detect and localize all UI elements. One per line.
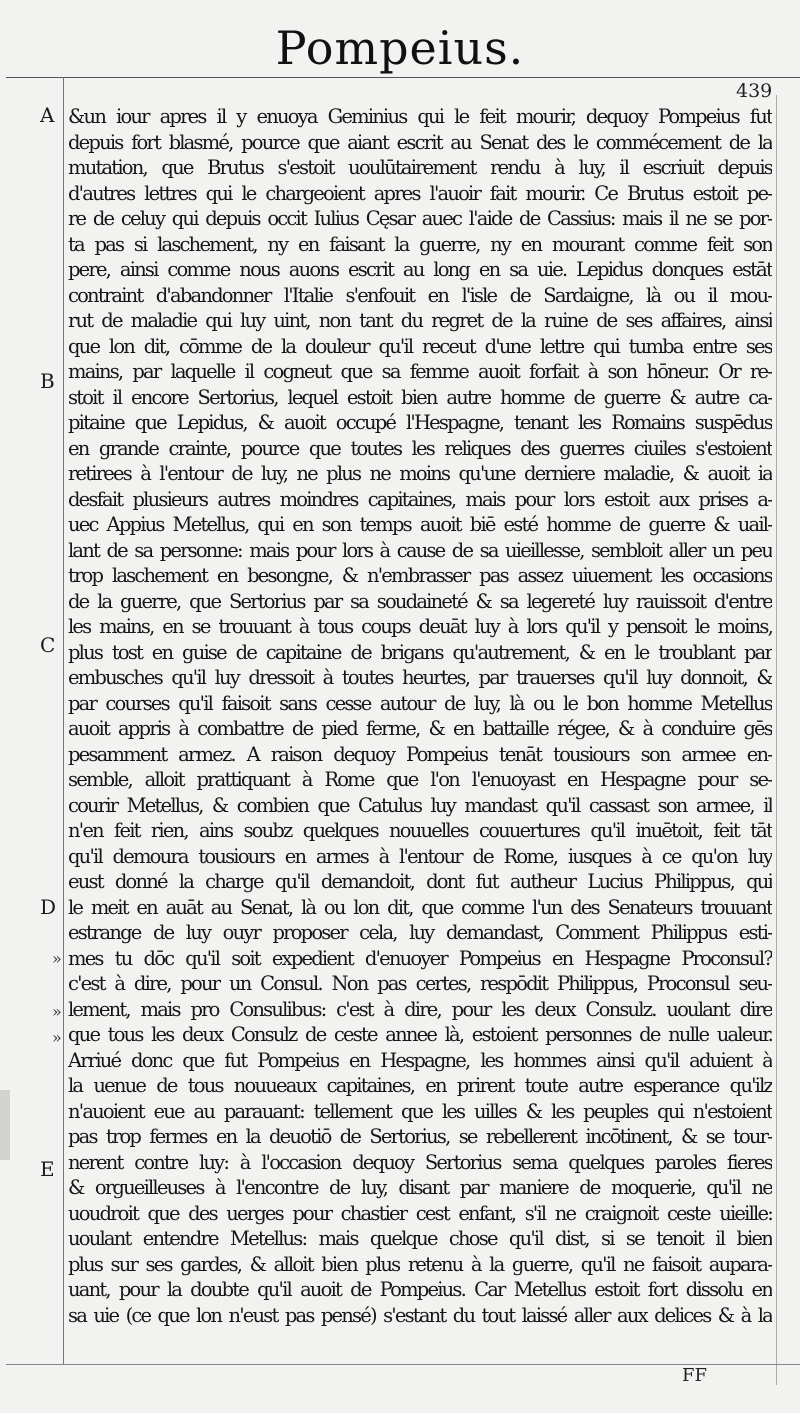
text-line: mutation, que Brutus s'estoit uoulūtairement rendu à luy, il escriuit depuis [68,156,772,179]
text-line: Arriué donc que fut Pompeius en Hespagne, les hommes ainsi qu'il aduient à [68,1048,772,1072]
margin-marker-b: B [40,369,55,393]
text-line: uant, pour la doubte qu'il auoit de Pompeius. Car Metellus estoit fort dissolu en [68,1278,772,1301]
text-line: semble, alloit prattiquant à Rome que l'on l'enuoyast en Hespagne pour se- [68,768,772,791]
text-line: ta pas si laschement, ny en faisant la guerre, ny en mourant comme feit son [68,232,772,256]
text-line: & orgueilleuses à l'encontre de luy, disant par maniere de moquerie, qu'il ne [68,1176,772,1199]
text-line: qu'il demoura tousiours en armes à l'entour de Rome, iusques à ce qu'on luy [68,844,772,868]
text-line: contraint d'abandonner l'Italie s'enfouit en l'isle de Sardaigne, là ou il mou- [68,283,772,307]
text-line: nerent contre luy: à l'occasion dequoy Sertorius sema quelques paroles fieres [68,1150,772,1174]
text-line: eust donné la charge qu'il demandoit, dont fut autheur Lucius Philippus, qui [68,870,772,893]
binding-shadow [0,1090,10,1160]
text-line: rut de maladie qui luy uint, non tant du regret de la ruine de ses affaires, ainsi [68,309,772,332]
text-line: mes tu dōc qu'il soit expedient d'enuoyer Pompeius en Hespagne Proconsul? [68,946,772,970]
text-line: le meit en auāt au Senat, là ou lon dit, que comme l'un des Senateurs trouuant [68,895,772,919]
text-line: plus sur ses gardes, & alloit bien plus retenu à la guerre, qu'il ne faisoit aupara- [68,1252,772,1276]
text-line: lement, mais pro Consulibus: c'est à dire, pour les deux Consulz. uoulant dire [68,997,772,1021]
text-line: courir Metellus, & combien que Catulus luy mandast qu'il cassast son armee, il [68,793,772,817]
folio-number: 439 [736,80,773,102]
text-line: en grande crainte, pource que toutes les reliques des guerres ciuiles s'estoient [68,436,772,460]
text-line: que tous les deux Consulz de ceste annee là, estoient personnes de nulle ualeur. [68,1023,772,1046]
text-line: pere, ainsi comme nous auons escrit au long en sa uie. Lepidus donques estāt [68,258,772,281]
text-line: n'auoient eue au parauant: tellement que les uilles & les peuples qui n'estoient [68,1099,772,1123]
text-line: pitaine que Lepidus, & auoit occupé l'Hespagne, tenant les Romains suspēdus [68,411,772,434]
signature-mark: FF [682,1365,707,1386]
margin-marker-c: C [40,633,56,657]
text-line: n'en feit rien, ains soubz quelques nouuelles couuertures qu'il inuētoit, feit tāt [68,819,772,842]
text-line: pesamment armez. A raison dequoy Pompeius tenāt tousiours son armee en- [68,742,772,766]
text-line: retirees à l'entour de luy, ne plus ne moins qu'une derniere maladie, & auoit ia [68,462,772,485]
text-line: de la guerre, que Sertorius par sa soudaineté & sa legereté luy rauissoit d'entre [68,589,772,613]
text-line: plus tost en guise de capitaine de brigans qu'autrement, & en le troublant par [68,640,772,664]
text-line: que lon dit, cōmme de la douleur qu'il receut d'une lettre qui tumba entre ses [68,334,772,358]
text-line: les mains, en se trouuant à tous coups deuāt luy à lors qu'il y pensoit le moins, [68,615,772,638]
bottom-rule [6,1364,800,1365]
text-line: estrange de luy ouyr proposer cela, luy demandast, Comment Philippus esti- [68,921,772,944]
body-text [68,104,772,1328]
text-line: &un iour apres il y enuoya Geminius qui le feit mourir, dequoy Pompeius fut [68,105,772,128]
text-line: desfait plusieurs autres moindres capitaines, mais pour lors estoit aux prises a- [68,487,772,511]
text-line: c'est à dire, pour un Consul. Non pas certes, respōdit Philippus, Proconsul seu- [68,972,772,995]
page-title: Pompeius. [275,21,525,75]
quotation-mark: » [52,949,62,968]
margin-marker-d: D [40,895,57,919]
text-line: par courses qu'il faisoit sans cesse autour de luy, là ou le bon homme Metellus [68,691,772,715]
margin-marker-a: A [40,103,55,127]
quotation-mark: » [52,1002,62,1021]
text-line: lant de sa personne: mais pour lors à cause de sa uieillesse, sembloit aller un peu [68,538,772,562]
top-rule [6,77,800,78]
text-line: uoudroit que des uerges pour chastier cest enfant, s'il ne craignoit ceste uieille: [68,1201,772,1225]
text-line: depuis fort blasmé, pource que aiant escrit au Senat des le commécement de la [68,130,772,154]
text-line: pas trop fermes en la deuotiō de Sertorius, se rebellerent incōtinent, & se tour- [68,1125,772,1148]
left-margin-rule [63,77,64,1364]
text-line: stoit il encore Sertorius, lequel estoit bien autre homme de guerre & autre ca- [68,385,772,409]
text-line: re de celuy qui depuis occit Iulius Cęsar auec l'aide de Cassius: mais il ne se por- [68,207,772,230]
text-line: sa uie (ce que lon n'eust pas pensé) s'estant du tout laissé aller aux delices & à la [68,1303,772,1327]
text-line: auoit appris à combattre de pied ferme, & en battaille régee, & à conduire gēs [68,717,772,740]
margin-marker-e: E [40,1157,55,1181]
text-line: d'autres lettres qui le chargeoient apres l'auoir fait mourir. Ce Brutus estoit pe- [68,181,772,205]
text-line: trop laschement en besongne, & n'embrasser pas assez uiuement les occasions [68,564,772,587]
text-line: mains, par laquelle il cogneut que sa femme auoit forfait à son hōneur. Or re- [68,360,772,383]
text-line: uec Appius Metellus, qui en son temps auoit biē esté homme de guerre & uail- [68,513,772,536]
text-line: embusches qu'il luy dressoit à toutes heurtes, par trauerses qu'il luy donnoit, & [68,666,772,689]
quotation-mark: » [52,1028,62,1047]
text-line: la uenue de tous nouueaux capitaines, en prirent toute autre esperance qu'ilz [68,1074,772,1097]
text-line: uoulant entendre Metellus: mais quelque chose qu'il dist, si se tenoit il bien [68,1227,772,1250]
right-margin-rule [776,95,777,1385]
